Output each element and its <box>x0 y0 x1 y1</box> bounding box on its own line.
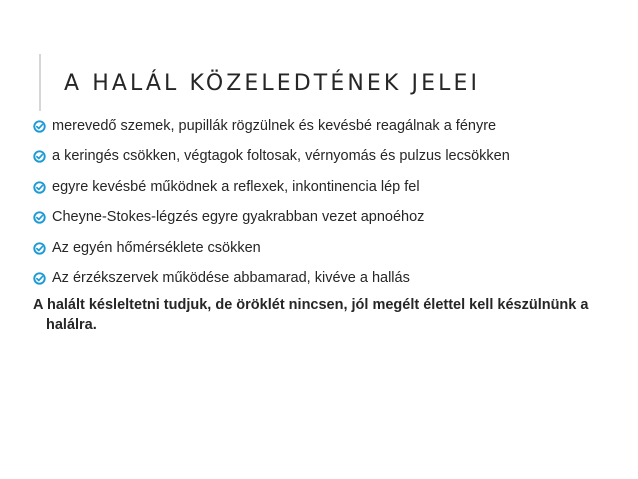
bullet-item <box>33 239 613 269</box>
bullet-item <box>33 208 613 238</box>
bullet-item <box>33 117 613 147</box>
circle-check-icon <box>33 272 46 285</box>
bullet-text: a keringés csökken, végtagok foltosak, vérnyomás és pulzus lecsökken <box>52 148 510 165</box>
title-accent-bar <box>39 54 41 111</box>
bullet-item <box>33 147 613 177</box>
bullet-text: Cheyne-Stokes-légzés egyre gyakrabban vezet apnoéhoz <box>52 209 425 226</box>
bullet-item <box>33 178 613 208</box>
closing-statement: A halált késleltetni tudjuk, de öröklét nincsen, jól megélt élettel kell készülnünk a halálra. <box>33 297 589 333</box>
bullet-text: merevedő szemek, pupillák rögzülnek és kevésbé reagálnak a fényre <box>52 118 497 134</box>
bullet-list <box>33 117 613 299</box>
bullet-text: egyre kevésbé működnek a reflexek, inkontinencia lép fel <box>52 178 420 195</box>
bullet-text: Az érzékszervek működése abbamarad, kivéve a hallás <box>52 269 410 286</box>
circle-check-icon <box>33 150 46 163</box>
circle-check-icon <box>33 181 46 194</box>
circle-check-icon <box>33 120 46 133</box>
bullet-text: Az egyén hőmérséklete csökken <box>52 239 261 256</box>
slide-title: A HALÁL KÖZELEDTÉNEK JELEI <box>64 71 481 96</box>
circle-check-icon <box>33 242 46 255</box>
circle-check-icon <box>33 211 46 224</box>
